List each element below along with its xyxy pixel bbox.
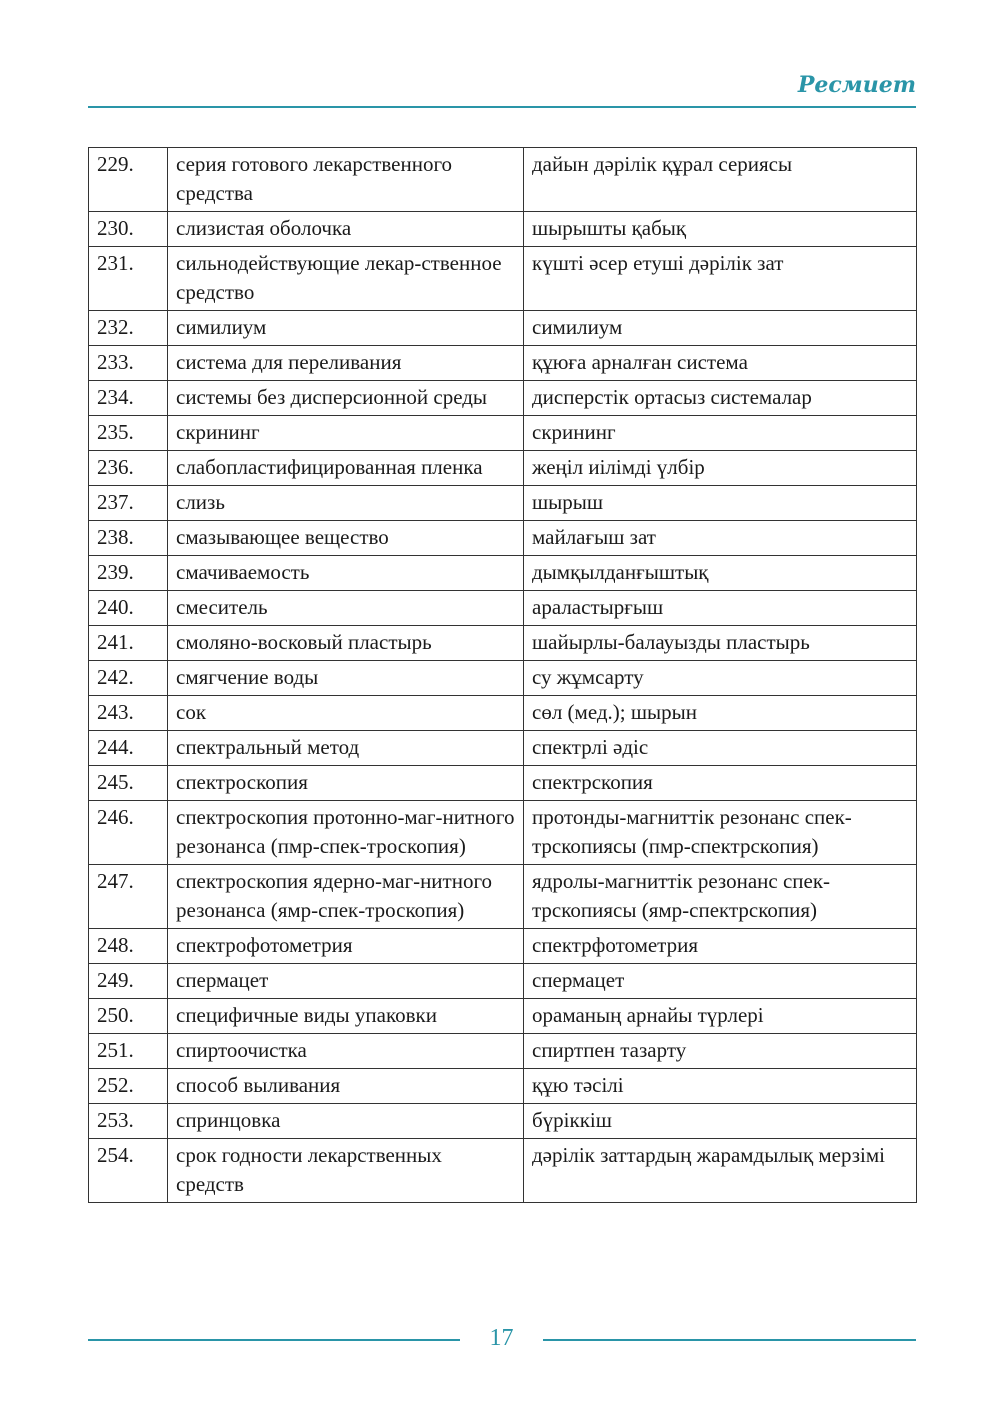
table-row — [89, 556, 917, 591]
table-row — [89, 451, 917, 486]
term-number-cell: 242. — [89, 661, 168, 696]
table-row — [89, 148, 917, 212]
kazakh-term-cell: дисперстік ортасыз системалар — [524, 381, 917, 416]
russian-term-cell: смягчение воды — [168, 661, 524, 696]
kazakh-term-cell: шырышты қабық — [524, 212, 917, 247]
table-row — [89, 247, 917, 311]
table-row — [89, 311, 917, 346]
russian-term-cell: смеситель — [168, 591, 524, 626]
term-number-cell: 232. — [89, 311, 168, 346]
russian-term-cell: спектроскопия протонно-маг-нитного резонанса (пмр-спек-троскопия) — [168, 801, 524, 865]
table-row — [89, 696, 917, 731]
term-number-cell: 254. — [89, 1139, 168, 1203]
term-number-cell: 238. — [89, 521, 168, 556]
table-row — [89, 865, 917, 929]
kazakh-term-cell: сөл (мед.); шырын — [524, 696, 917, 731]
table-row — [89, 1139, 917, 1203]
term-number-cell: 241. — [89, 626, 168, 661]
table-row — [89, 521, 917, 556]
kazakh-term-cell: су жұмсарту — [524, 661, 917, 696]
term-number-cell: 245. — [89, 766, 168, 801]
term-number-cell: 248. — [89, 929, 168, 964]
russian-term-cell: симилиум — [168, 311, 524, 346]
kazakh-term-cell: спермацет — [524, 964, 917, 999]
term-number-cell: 240. — [89, 591, 168, 626]
russian-term-cell: способ выливания — [168, 1069, 524, 1104]
footer-divider-right — [543, 1339, 916, 1341]
kazakh-term-cell: спектрлі әдіс — [524, 731, 917, 766]
kazakh-term-cell: құю тәсілі — [524, 1069, 917, 1104]
term-number-cell: 247. — [89, 865, 168, 929]
kazakh-term-cell: симилиум — [524, 311, 917, 346]
term-number-cell: 233. — [89, 346, 168, 381]
term-number-cell: 249. — [89, 964, 168, 999]
table-row — [89, 999, 917, 1034]
term-number-cell: 235. — [89, 416, 168, 451]
header-divider — [88, 106, 916, 108]
russian-term-cell: слизистая оболочка — [168, 212, 524, 247]
table-row — [89, 801, 917, 865]
table-row — [89, 731, 917, 766]
table-row — [89, 591, 917, 626]
glossary-table — [88, 147, 917, 1203]
russian-term-cell: спектроскопия ядерно-маг-нитного резонанса (ямр-спек-троскопия) — [168, 865, 524, 929]
russian-term-cell: смазывающее вещество — [168, 521, 524, 556]
russian-term-cell: спектроскопия — [168, 766, 524, 801]
table-row — [89, 1104, 917, 1139]
russian-term-cell: скрининг — [168, 416, 524, 451]
russian-term-cell: системы без дисперсионной среды — [168, 381, 524, 416]
kazakh-term-cell: шырыш — [524, 486, 917, 521]
russian-term-cell: специфичные виды упаковки — [168, 999, 524, 1034]
table-row — [89, 212, 917, 247]
term-number-cell: 251. — [89, 1034, 168, 1069]
russian-term-cell: срок годности лекарственных средств — [168, 1139, 524, 1203]
term-number-cell: 246. — [89, 801, 168, 865]
table-row — [89, 346, 917, 381]
kazakh-term-cell: құюға арналған система — [524, 346, 917, 381]
term-number-cell: 236. — [89, 451, 168, 486]
table-row — [89, 416, 917, 451]
russian-term-cell: сильнодействующие лекар-ственное средство — [168, 247, 524, 311]
russian-term-cell: спермацет — [168, 964, 524, 999]
kazakh-term-cell: спектрскопия — [524, 766, 917, 801]
term-number-cell: 243. — [89, 696, 168, 731]
russian-term-cell: серия готового лекарственного средства — [168, 148, 524, 212]
running-header-title: Ресмиет — [797, 72, 916, 98]
kazakh-term-cell: дайын дәрілік құрал сериясы — [524, 148, 917, 212]
term-number-cell: 237. — [89, 486, 168, 521]
kazakh-term-cell: араластырғыш — [524, 591, 917, 626]
kazakh-term-cell: скрининг — [524, 416, 917, 451]
table-row — [89, 964, 917, 999]
kazakh-term-cell: дәрілік заттардың жарамдылық мерзімі — [524, 1139, 917, 1203]
kazakh-term-cell: дымқылданғыштық — [524, 556, 917, 591]
russian-term-cell: спектрофотометрия — [168, 929, 524, 964]
table-row — [89, 381, 917, 416]
russian-term-cell: смачиваемость — [168, 556, 524, 591]
russian-term-cell: спектральный метод — [168, 731, 524, 766]
russian-term-cell: спиртоочистка — [168, 1034, 524, 1069]
kazakh-term-cell: шайырлы-балауызды пластырь — [524, 626, 917, 661]
kazakh-term-cell: спиртпен тазарту — [524, 1034, 917, 1069]
term-number-cell: 230. — [89, 212, 168, 247]
kazakh-term-cell: жеңіл иілімді үлбір — [524, 451, 917, 486]
glossary-table-body — [89, 148, 917, 1203]
table-row — [89, 1034, 917, 1069]
footer-divider-left — [88, 1339, 460, 1341]
russian-term-cell: смоляно-восковый пластырь — [168, 626, 524, 661]
table-row — [89, 626, 917, 661]
russian-term-cell: система для переливания — [168, 346, 524, 381]
term-number-cell: 239. — [89, 556, 168, 591]
term-number-cell: 234. — [89, 381, 168, 416]
table-row — [89, 486, 917, 521]
russian-term-cell: сок — [168, 696, 524, 731]
kazakh-term-cell: күшті әсер етуші дәрілік зат — [524, 247, 917, 311]
kazakh-term-cell: майлағыш зат — [524, 521, 917, 556]
kazakh-term-cell: спектрфотометрия — [524, 929, 917, 964]
page-number: 17 — [489, 1325, 514, 1351]
russian-term-cell: спринцовка — [168, 1104, 524, 1139]
table-row — [89, 661, 917, 696]
term-number-cell: 231. — [89, 247, 168, 311]
term-number-cell: 244. — [89, 731, 168, 766]
term-number-cell: 252. — [89, 1069, 168, 1104]
table-row — [89, 1069, 917, 1104]
term-number-cell: 229. — [89, 148, 168, 212]
kazakh-term-cell: ядролы-магниттік резонанс спек-трскопиясы (ямр-спектрскопия) — [524, 865, 917, 929]
table-row — [89, 929, 917, 964]
term-number-cell: 253. — [89, 1104, 168, 1139]
russian-term-cell: слизь — [168, 486, 524, 521]
term-number-cell: 250. — [89, 999, 168, 1034]
kazakh-term-cell: бүріккіш — [524, 1104, 917, 1139]
russian-term-cell: слабопластифицированная пленка — [168, 451, 524, 486]
kazakh-term-cell: ораманың арнайы түрлері — [524, 999, 917, 1034]
table-row — [89, 766, 917, 801]
kazakh-term-cell: протонды-магниттік резонанс спек-трскопиясы (пмр-спектрскопия) — [524, 801, 917, 865]
